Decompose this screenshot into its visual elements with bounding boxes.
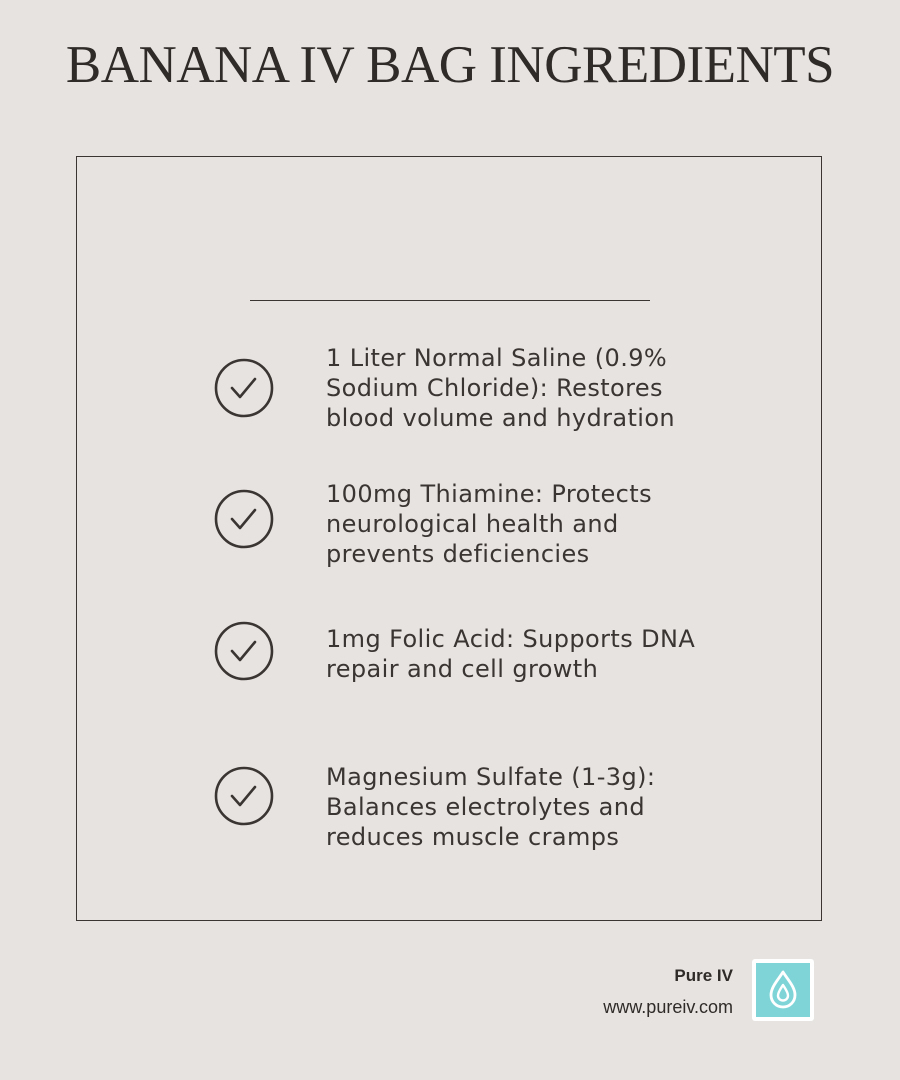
brand-name: Pure IV — [674, 966, 733, 985]
ingredient-line: 100mg Thiamine: Protects — [326, 480, 652, 508]
ingredient-line: Balances electrolytes and — [326, 793, 646, 821]
ingredient-line: blood volume and hydration — [326, 404, 676, 432]
page-title: BANANA IV BAG INGREDIENTS — [65, 36, 835, 94]
ingredient-line: prevents deficiencies — [326, 540, 590, 568]
ingredient-line: reduces muscle cramps — [326, 823, 620, 851]
water-drop-icon — [756, 963, 810, 1017]
website-link[interactable]: www.pureiv.com — [603, 997, 733, 1017]
ingredient-line: 1 Liter Normal Saline (0.9% — [326, 344, 668, 372]
ingredient-line: neurological health and — [326, 510, 619, 538]
check-circle-icon — [213, 620, 275, 682]
ingredients-card — [76, 156, 822, 921]
ingredient-text — [326, 343, 756, 433]
check-circle-icon — [213, 765, 275, 827]
ingredient-text — [326, 624, 756, 684]
ingredient-text — [326, 479, 756, 569]
brand-logo — [752, 959, 814, 1021]
logo-background — [756, 963, 810, 1017]
check-circle-icon — [213, 488, 275, 550]
ingredient-line: repair and cell growth — [326, 655, 599, 683]
check-circle-icon — [213, 357, 275, 419]
ingredient-line: Sodium Chloride): Restores — [326, 374, 663, 402]
ingredient-text — [326, 762, 756, 852]
ingredient-line: Magnesium Sulfate (1-3g): — [326, 763, 656, 791]
ingredient-line: 1mg Folic Acid: Supports DNA — [326, 625, 696, 653]
divider — [250, 300, 650, 301]
